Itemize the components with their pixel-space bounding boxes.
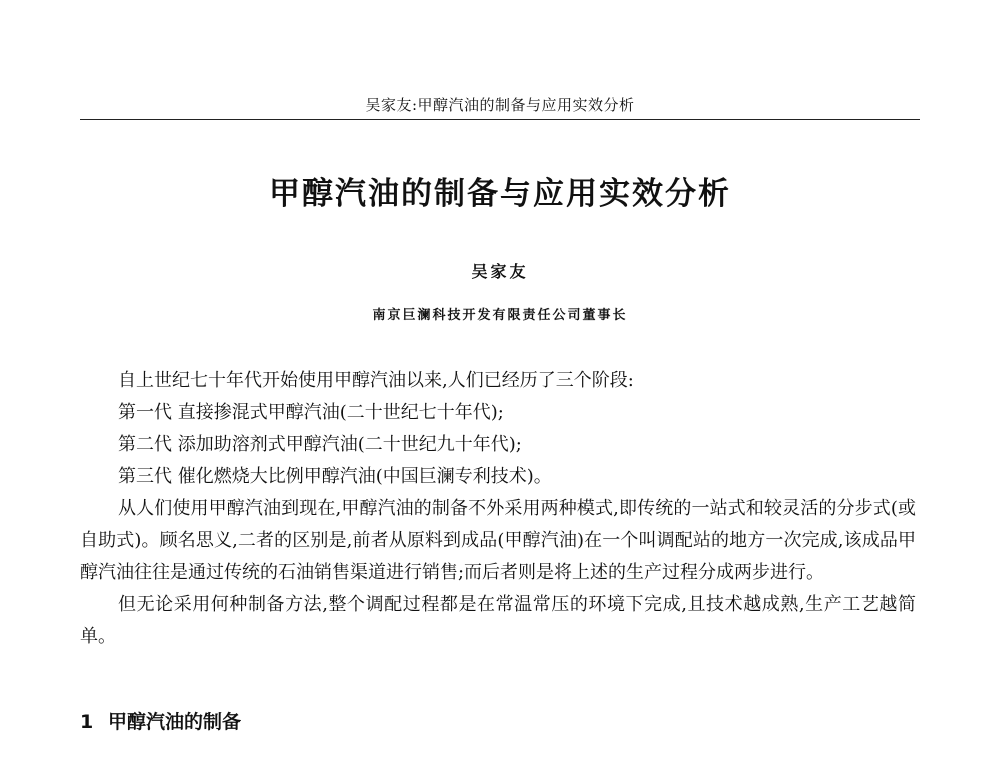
paragraph-conditions: 但无论采用何种制备方法,整个调配过程都是在常温常压的环境下完成,且技术越成熟,生产工艺越简单。 xyxy=(80,594,916,647)
body-text xyxy=(80,365,916,653)
author-affiliation: 南京巨澜科技开发有限责任公司董事长 xyxy=(372,308,628,323)
section-number: 1 xyxy=(80,711,94,733)
section-heading xyxy=(80,707,241,734)
header-divider xyxy=(80,119,920,120)
stage-3-line: 第三代 催化燃烧大比例甲醇汽油(中国巨澜专利技术)。 xyxy=(118,466,552,487)
stage-1-line: 第一代 直接掺混式甲醇汽油(二十世纪七十年代); xyxy=(118,402,504,423)
author-name: 吴家友 xyxy=(471,262,529,281)
running-header: 吴家友:甲醇汽油的制备与应用实效分析 xyxy=(365,96,635,114)
section-title: 甲醇汽油的制备 xyxy=(108,711,242,733)
paragraph-modes: 从人们使用甲醇汽油到现在,甲醇汽油的制备不外采用两种模式,即传统的一站式和较灵活的分步式(或自助式)。顾名思义,二者的区别是,前者从原料到成品(甲醇汽油)在一个叫调配站的地方一次完成,该成品甲醇汽油往往是通过传统的石油销售渠道进行销售;而后者则是将上述的生产过程分成两步进行。 xyxy=(80,498,916,583)
stage-2-line: 第二代 添加助溶剂式甲醇汽油(二十世纪九十年代); xyxy=(118,434,522,455)
paper-title: 甲醇汽油的制备与应用实效分析 xyxy=(269,176,731,212)
intro-paragraph: 自上世纪七十年代开始使用甲醇汽油以来,人们已经历了三个阶段: xyxy=(118,370,634,391)
